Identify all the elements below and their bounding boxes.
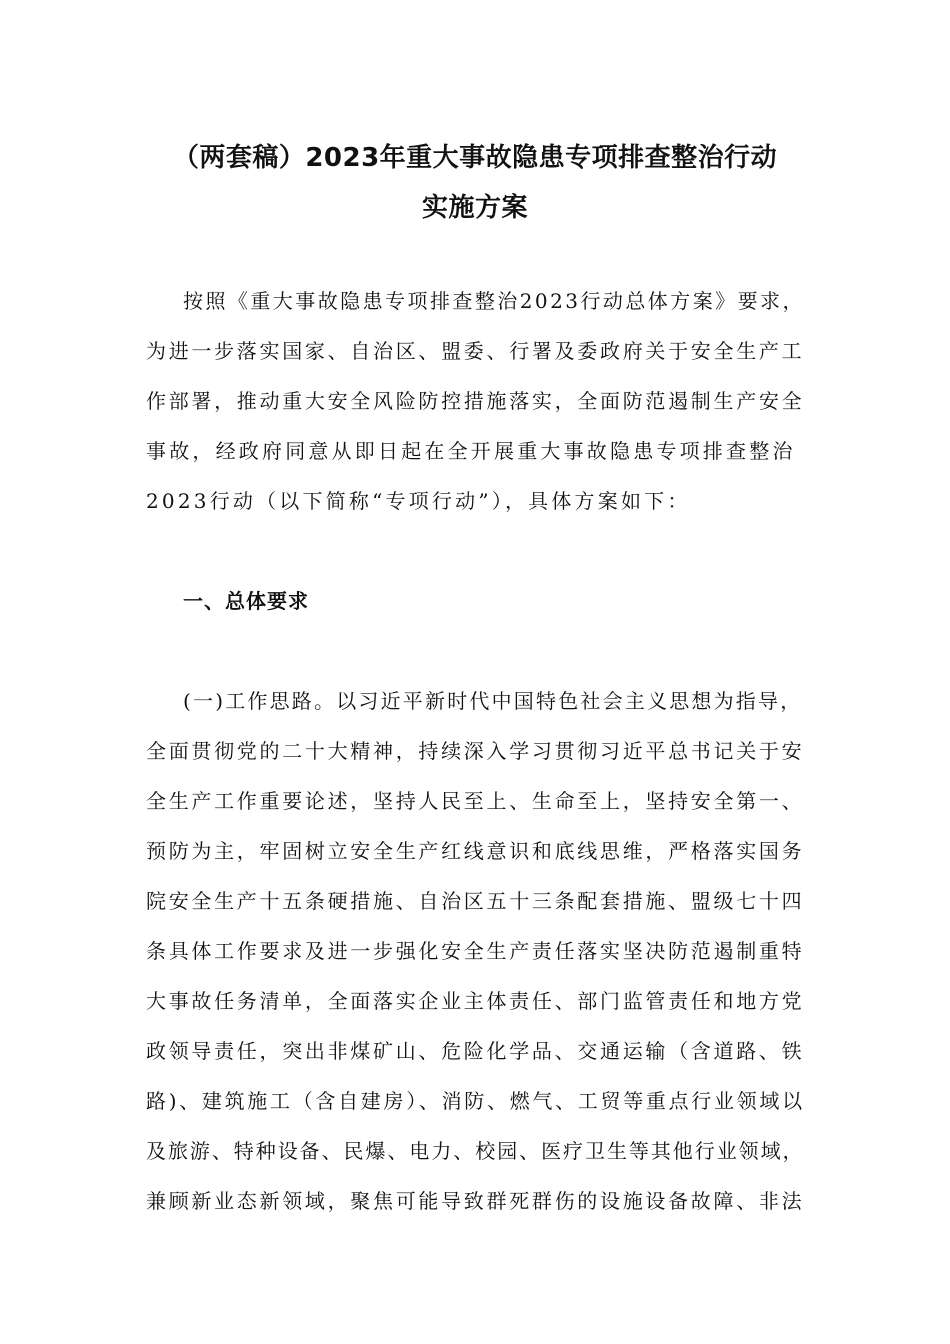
- body-line: 全面贯彻党的二十大精神，持续深入学习贯彻习近平总书记关于安: [146, 739, 805, 763]
- document-title-line-2: 实施方案: [421, 193, 528, 223]
- intro-line: 事故，经政府同意从即日起在全开展重大事故隐患专项排查整治: [146, 439, 796, 463]
- intro-line: 按照《重大事故隐患专项排查整治2023行动总体方案》要求，: [183, 289, 805, 313]
- document-title-line-1: （两套稿）2023年重大事故隐患专项排查整治行动: [172, 143, 778, 173]
- body-line: 及旅游、特种设备、民爆、电力、校园、医疗卫生等其他行业领域，: [146, 1139, 805, 1163]
- body-line: 政领导责任，突出非煤矿山、危险化学品、交通运输（含道路、铁: [146, 1039, 805, 1063]
- body-line: 预防为主，牢固树立安全生产红线意识和底线思维，严格落实国务: [146, 839, 805, 863]
- body-line: 条具体工作要求及进一步强化安全生产责任落实坚决防范遏制重特: [146, 939, 805, 963]
- intro-line: 2023行动（以下简称“专项行动”），具体方案如下：: [146, 489, 691, 513]
- body-line: 兼顾新业态新领域，聚焦可能导致群死群伤的设施设备故障、非法: [146, 1189, 805, 1213]
- intro-line: 为进一步落实国家、自治区、盟委、行署及委政府关于安全生产工: [146, 339, 805, 363]
- body-line: 全生产工作重要论述，坚持人民至上、生命至上，坚持安全第一、: [146, 789, 805, 813]
- section-heading: 一、总体要求: [183, 589, 309, 613]
- body-line: 院安全生产十五条硬措施、自治区五十三条配套措施、盟级七十四: [146, 889, 805, 913]
- body-line: 路)、建筑施工（含自建房）、消防、燃气、工贸等重点行业领域以: [146, 1089, 805, 1113]
- intro-line: 作部署，推动重大安全风险防控措施落实，全面防范遏制生产安全: [146, 389, 805, 413]
- body-line: 大事故任务清单，全面落实企业主体责任、部门监管责任和地方党: [146, 989, 805, 1013]
- body-line: (一)工作思路。以习近平新时代中国特色社会主义思想为指导，: [183, 689, 803, 713]
